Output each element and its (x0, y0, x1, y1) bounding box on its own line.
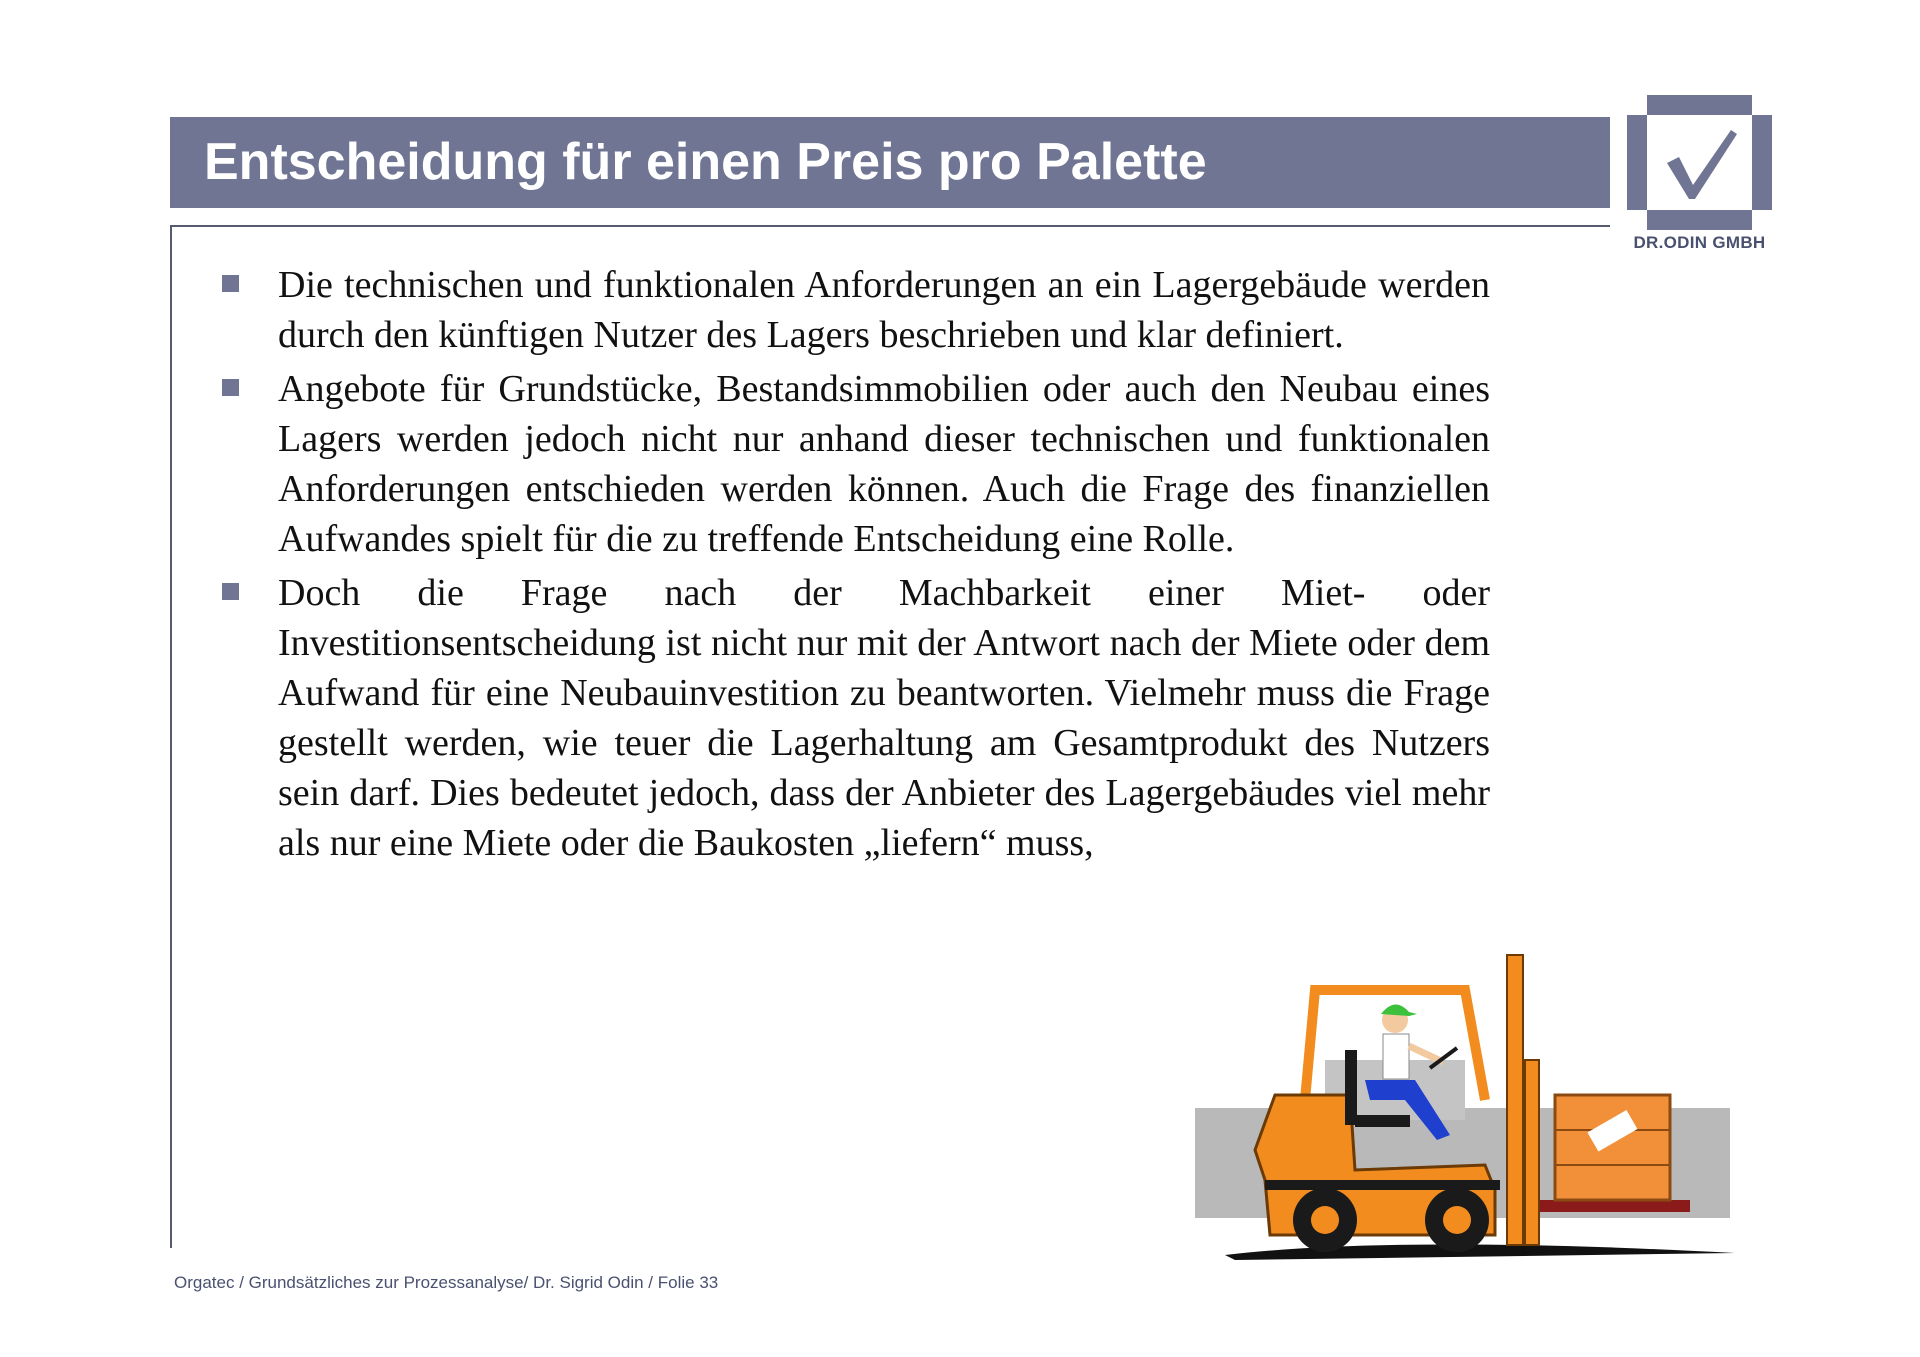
frame-top-rule (170, 225, 1610, 227)
forklift-illustration (1195, 950, 1740, 1270)
slide-footer: Orgatec / Grundsätzliches zur Prozessanalyse/ Dr. Sigrid Odin / Folie 33 (174, 1273, 719, 1292)
bullet-square-icon (222, 583, 239, 600)
company-logo (1627, 95, 1772, 260)
title-bar (170, 117, 1610, 208)
bullet-list (220, 260, 1490, 872)
bullet-square-icon (222, 379, 239, 396)
bullet-square-icon (222, 275, 239, 292)
bullet-item (220, 568, 1490, 868)
bullet-item (220, 260, 1490, 360)
slide-title: Entscheidung für einen Preis pro Palette (204, 133, 1207, 191)
bullet-text: Angebote für Grundstücke, Bestandsimmobilien oder auch den Neubau eines Lagers werden jedoch nicht nur anhand dieser technischen und funktionalen Anforderungen entschieden werden können. Auch die Frage des finanziellen Aufwandes spielt für die zu treffende Entscheidung eine Rolle. (278, 368, 1490, 560)
logo-caption: DR.ODIN GMBH (1633, 233, 1766, 252)
bullet-text: Doch die Frage nach der Machbarkeit einer Miet- oder Investitionsentscheidung ist nicht nur mit der Antwort nach der Miete oder dem Aufwand für eine Neubauinvestition zu beantworten. Vielmehr muss die Frage gestellt werden, wie teuer die Lagerhaltung am Gesamtprodukt des Nutzers sein darf. Dies bedeutet jedoch, dass der Anbieter des Lagergebäudes viel mehr als nur eine Miete oder die Baukosten „liefern“ muss, (278, 572, 1490, 864)
bullet-text: Die technischen und funktionalen Anforderungen an ein Lagergebäude werden durch den künftigen Nutzer des Lagers beschrieben und klar definiert. (278, 264, 1490, 356)
frame-left-rule (170, 225, 172, 1248)
bullet-item (220, 364, 1490, 564)
checkmark-logo-icon (1627, 95, 1772, 230)
